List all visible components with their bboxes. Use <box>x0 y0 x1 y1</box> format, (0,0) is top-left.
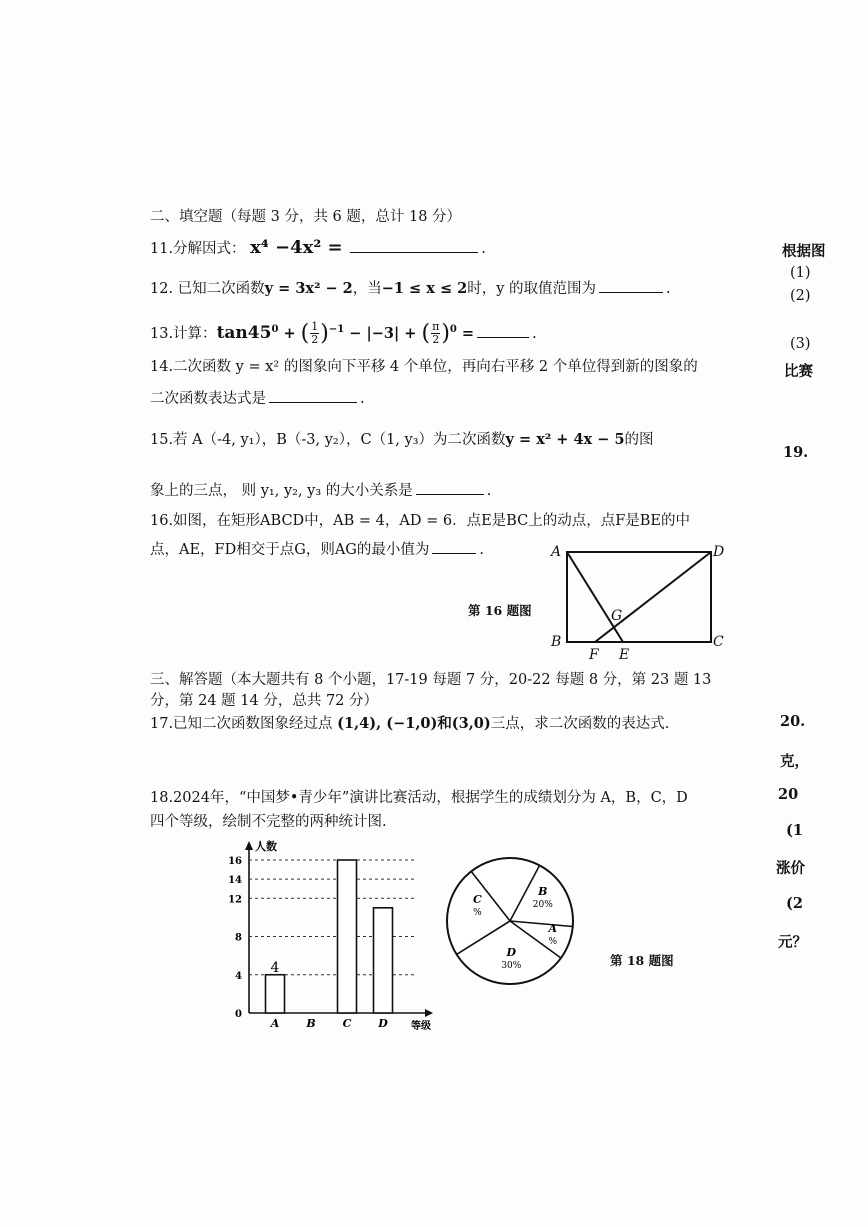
edge-text-12: 元？ <box>778 934 807 951</box>
pie-label-b: B <box>538 885 548 899</box>
q12-answer-blank[interactable] <box>599 276 663 293</box>
edge-text-9: (1 <box>786 822 803 839</box>
edge-text-2: (2) <box>790 288 811 304</box>
q16-answer-blank[interactable] <box>432 537 476 554</box>
q17-points: (1,4), (−1,0)和(3,0) <box>337 715 491 732</box>
segment-ae <box>567 552 623 642</box>
pie-label-a: A <box>548 921 558 935</box>
question-11: 11.分解因式： x⁴ −4x² = . <box>150 237 486 258</box>
question-13: 13.计算：$\tan 45^0$ + ( $\frac{1}{2}$ )$^{-1}$ − |−3| + ( $\frac{\pi}{2}$ )$^0$ = . <box>150 320 537 347</box>
question-15-line1: 15.若 A（-4, y₁），B（-3, y₂），C（1, y₃）为二次函数y = x² + 4x − 5的图 <box>150 431 654 448</box>
question-16-line2: 点，AE，FD相交于点G，则AG的最小值为 . <box>150 537 484 560</box>
edge-text-1: (1) <box>790 265 811 281</box>
x-tick-label: A <box>270 1017 280 1030</box>
pie-percent-a: % <box>548 936 558 947</box>
q13-answer-blank[interactable] <box>477 321 529 338</box>
q13-tan: tan45 <box>216 322 272 343</box>
x-tick-label: C <box>342 1017 352 1030</box>
y-axis-arrow <box>245 841 253 850</box>
section3-line1: 三、解答题（本大题共有 8 个小题，17-19 每题 7 分，20-22 每题 8 分，第 23 题 13 <box>150 672 712 688</box>
q18-pie-chart <box>440 855 585 990</box>
q16-caption: 第 16 题图 <box>468 603 532 618</box>
question-18-line1: 18.2024年，“中国梦•青少年”演讲比赛活动，根据学生的成绩划分为 A，B，C，D <box>150 790 688 806</box>
bar-d <box>374 908 393 1013</box>
edge-text-8: 20 <box>778 786 799 803</box>
q11-expression: x⁴ −4x² = <box>250 237 343 258</box>
x-tick-label: B <box>306 1017 316 1030</box>
edge-text-11: (2 <box>786 895 803 912</box>
pie-label-d: D <box>506 945 517 959</box>
pie-percent-d: 30% <box>501 960 522 971</box>
question-12: 12. 已知二次函数y = 3x² − 2，当−1 ≤ x ≤ 2时，y 的取值范围为 . <box>150 276 671 299</box>
y-tick-label: 16 <box>228 856 242 867</box>
edge-text-3: (3) <box>790 336 811 352</box>
q11-prefix: 11.分解因式： <box>150 241 246 257</box>
q12-function: y = 3x² − 2 <box>264 280 353 297</box>
y-tick-label: 12 <box>228 894 242 906</box>
q18-caption: 第 18 题图 <box>610 953 674 968</box>
q14-answer-blank[interactable] <box>269 386 357 403</box>
label-c: C <box>713 634 724 650</box>
edge-text-4: 比赛 <box>784 363 813 380</box>
q11-answer-blank[interactable] <box>350 236 478 253</box>
edge-text-0: 根据图 <box>782 243 826 260</box>
q15-answer-blank[interactable] <box>416 478 484 495</box>
y-tick-label: 0 <box>235 1009 242 1020</box>
rectangle-abcd <box>567 552 711 642</box>
q13-abs: − |−3| + <box>344 324 422 342</box>
pie-label-c: C <box>472 892 482 906</box>
pie-percent-c: % <box>473 907 482 918</box>
y-tick-label: 4 <box>235 970 242 982</box>
question-16-line1: 16.如图，在矩形ABCD中，AB = 4，AD = 6．点E是BC上的动点，点F是BE的中 <box>150 513 690 529</box>
q12-condition: −1 ≤ x ≤ 2 <box>381 280 468 297</box>
section3-line2: 分，第 24 题 14 分，总共 72 分） <box>150 693 379 709</box>
edge-text-10: 涨价 <box>776 860 805 877</box>
q16-rectangle-figure <box>545 540 735 665</box>
q18-bar-chart <box>225 838 445 1033</box>
bar-label-a: 4 <box>270 959 280 976</box>
question-14-line2: 二次函数表达式是 . <box>150 386 365 409</box>
question-17: 17.已知二次函数图象经过点 (1,4), (−1,0)和(3,0)三点，求二次函数的表达式. <box>150 715 670 732</box>
question-15-line2: 象上的三点， 则 y₁, y₂, y₃ 的大小关系是 . <box>150 478 491 501</box>
label-d: D <box>713 544 725 560</box>
label-f: F <box>589 647 599 663</box>
label-b: B <box>551 634 562 650</box>
y-tick-label: 14 <box>228 875 242 887</box>
q15-function: y = x² + 4x − 5 <box>505 431 625 448</box>
x-axis-arrow <box>425 1009 433 1017</box>
section2-title: 二、填空题（每题 3 分，共 6 题，总计 18 分） <box>150 209 462 225</box>
bar-a <box>266 975 285 1013</box>
question-18-line2: 四个等级，绘制不完整的两种统计图. <box>150 814 387 830</box>
q13-fraction-pi: $\frac{\pi}{2}$ <box>432 320 440 347</box>
bar-c <box>338 860 357 1013</box>
edge-text-5: 19. <box>783 444 809 461</box>
label-a: A <box>551 544 562 560</box>
segment-fd <box>595 552 711 642</box>
edge-text-6: 20. <box>780 713 806 730</box>
label-g: G <box>611 608 623 624</box>
y-tick-label: 8 <box>235 932 242 944</box>
x-tick-label: D <box>378 1017 388 1030</box>
x-axis-label: 等级 <box>411 1021 431 1032</box>
label-e: E <box>619 647 630 663</box>
pie-percent-b: 20% <box>532 900 553 911</box>
y-axis-label: 人数 <box>255 840 277 853</box>
edge-text-7: 克， <box>780 753 809 770</box>
question-14-line1: 14.二次函数 y = x² 的图象向下平移 4 个单位，再向右平移 2 个单位得到新的图象的 <box>150 359 698 375</box>
q13-fraction-half: $\frac{1}{2}$ <box>311 320 319 347</box>
